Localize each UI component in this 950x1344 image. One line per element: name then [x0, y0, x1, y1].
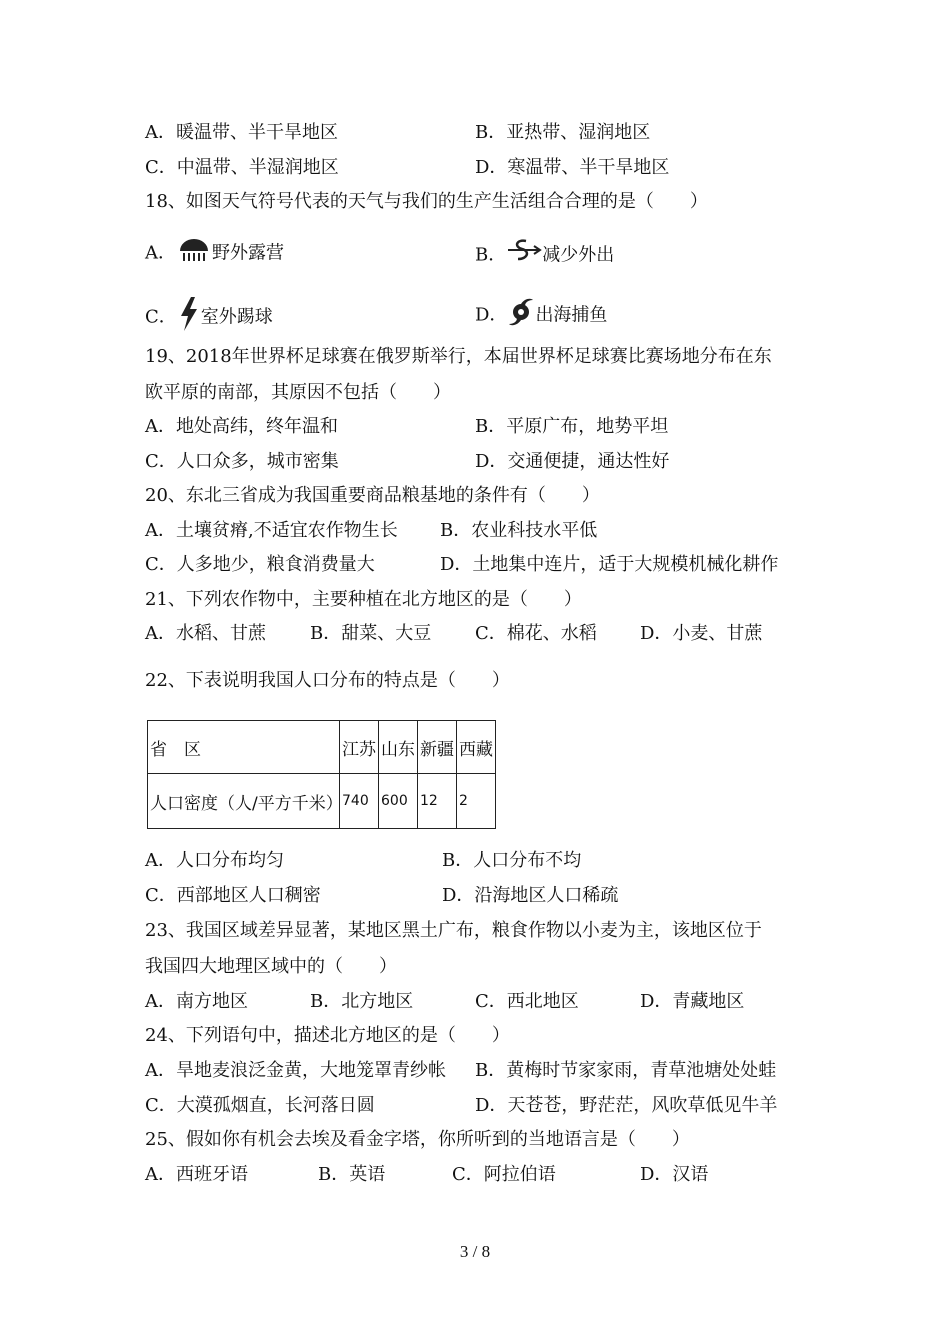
q21-option-d: D．小麦、甘蔗: [640, 623, 763, 644]
q18-option-c-text: 室外踢球: [200, 306, 273, 328]
q19-option-c: C．人口众多，城市密集: [145, 451, 339, 472]
q23-stem-line2: 我国四大地理区域中的（ ）: [145, 956, 397, 977]
q23-stem-line1: 23、我国区域差异显著，某地区黑土广布，粮食作物以小麦为主，该地区位于: [145, 920, 762, 941]
density-shandong: 600: [379, 774, 418, 829]
q21-option-c: C．棉花、水稻: [475, 623, 597, 644]
q18-option-b-text: 减少外出: [542, 244, 615, 266]
thunder-lightning-icon: [177, 296, 201, 339]
q18-stem: 18、如图天气符号代表的天气与我们的生产生活组合合理的是（ ）: [145, 191, 708, 212]
q18-option-c: [145, 296, 273, 339]
q22-option-a: A．人口分布均匀: [145, 850, 284, 871]
page-number: 3 / 8: [459, 1242, 491, 1261]
q19-stem-line2: 欧平原的南部，其原因不包括（ ）: [145, 382, 451, 403]
q17-option-b: B．亚热带、湿润地区: [475, 122, 651, 143]
q23-option-b: B．北方地区: [310, 991, 414, 1012]
q18-option-b: [475, 237, 614, 274]
q24-option-c: C．大漠孤烟直，长河落日圆: [145, 1095, 375, 1116]
q22-option-b: B．人口分布不均: [442, 850, 582, 871]
q20-option-c: C．人多地少，粮食消费量大: [145, 554, 375, 575]
table-row: [148, 721, 496, 774]
table-header-label: 省 区: [148, 721, 340, 774]
q18-option-d: [475, 296, 607, 335]
q25-option-c: C．阿拉伯语: [452, 1164, 556, 1185]
q17-option-a: A．暖温带、半干旱地区: [145, 122, 338, 143]
rain-shower-icon: [176, 237, 212, 270]
q22-option-d: D．沿海地区人口稀疏: [442, 885, 619, 906]
table-row: [148, 774, 496, 829]
table-row-label: 人口密度（人/平方千米）: [148, 774, 340, 829]
q17-option-d: D．寒温带、半干旱地区: [475, 157, 670, 178]
q18-option-d-text: 出海捕鱼: [535, 304, 608, 326]
q24-option-b: B．黄梅时节家家雨，青草池塘处处蛙: [475, 1060, 777, 1081]
q21-option-b: B．甜菜、大豆: [310, 623, 432, 644]
q20-option-a: A．土壤贫瘠,不适宜农作物生长: [145, 520, 398, 541]
q24-stem: 24、下列语句中，描述北方地区的是（ ）: [145, 1025, 510, 1046]
q25-option-d: D．汉语: [640, 1164, 709, 1185]
q23-option-d: D．青藏地区: [640, 991, 745, 1012]
province-jiangsu: 江苏: [340, 721, 379, 774]
province-xinjiang: 新疆: [418, 721, 457, 774]
q18-option-a: [145, 237, 284, 270]
q25-option-a: A．西班牙语: [145, 1164, 248, 1185]
q18-option-a-text: 野外露营: [212, 242, 284, 264]
density-jiangsu: 740: [340, 774, 379, 829]
q22-stem: 22、下表说明我国人口分布的特点是（ ）: [145, 670, 510, 691]
q18-option-b-label: B．: [475, 244, 507, 266]
q25-option-b: B．英语: [318, 1164, 386, 1185]
province-xizang: 西藏: [457, 721, 496, 774]
q17-option-c: C．中温带、半湿润地区: [145, 157, 339, 178]
q22-option-c: C．西部地区人口稠密: [145, 885, 321, 906]
q20-option-b: B．农业科技水平低: [440, 520, 598, 541]
sandstorm-icon: [506, 237, 542, 274]
typhoon-icon: [507, 296, 535, 335]
density-xizang: 2: [457, 774, 496, 829]
q24-option-a: A．旱地麦浪泛金黄，大地笼罩青纱帐: [145, 1060, 446, 1081]
q20-stem: 20、东北三省成为我国重要商品粮基地的条件有（ ）: [145, 485, 600, 506]
q19-option-d: D．交通便捷，通达性好: [475, 451, 670, 472]
density-xinjiang: 12: [418, 774, 457, 829]
q19-option-b: B．平原广布，地势平坦: [475, 416, 669, 437]
q19-option-a: A．地处高纬，终年温和: [145, 416, 338, 437]
q18-option-c-label: C．: [145, 306, 177, 328]
q19-stem-line1: 19、2018年世界杯足球赛在俄罗斯举行，本届世界杯足球赛比赛场地分布在东: [145, 346, 772, 367]
q21-stem: 21、下列农作物中，主要种植在北方地区的是（ ）: [145, 589, 582, 610]
q23-option-a: A．南方地区: [145, 991, 248, 1012]
q20-option-d: D．土地集中连片，适于大规模机械化耕作: [440, 554, 779, 575]
q25-stem: 25、假如你有机会去埃及看金字塔，你所听到的当地语言是（ ）: [145, 1129, 690, 1150]
q18-option-a-label: A．: [145, 242, 176, 264]
q23-option-c: C．西北地区: [475, 991, 579, 1012]
q21-option-a: A．水稻、甘蔗: [145, 623, 266, 644]
population-density-table: [147, 720, 496, 829]
q18-option-d-label: D．: [475, 304, 508, 326]
province-shandong: 山东: [379, 721, 418, 774]
q24-option-d: D．天苍苍，野茫茫，风吹草低见牛羊: [475, 1095, 778, 1116]
